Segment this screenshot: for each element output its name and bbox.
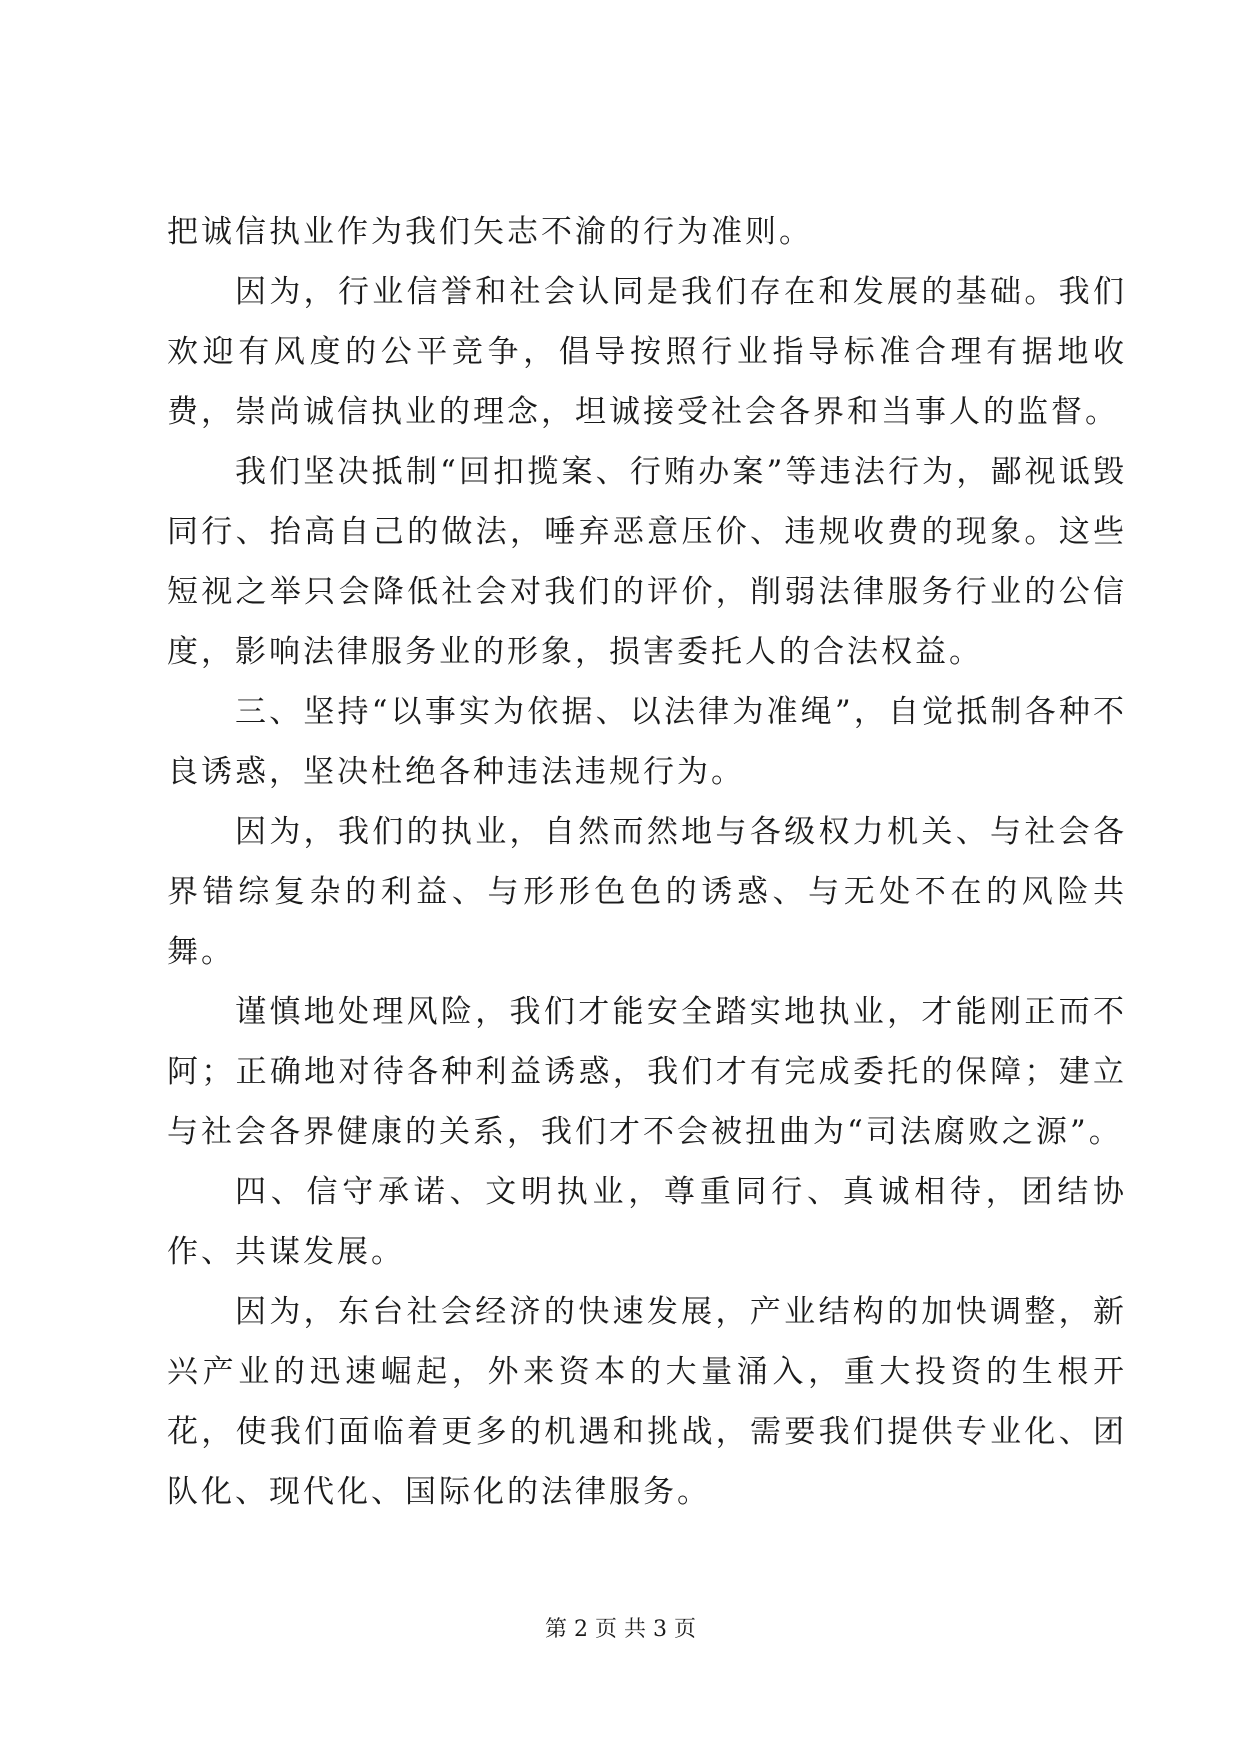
document-body: [167, 202, 1127, 1522]
section-heading-four: 四、信守承诺、文明执业，尊重同行、真诚相待，团结协作、共谋发展。: [167, 1174, 1127, 1270]
section-heading-three: 三、坚持“以事实为依据、以法律为准绳”，自觉抵制各种不良诱惑，坚决杜绝各种违法违规行为。: [167, 694, 1127, 790]
paragraph: 因为，我们的执业，自然而然地与各级权力机关、与社会各界错综复杂的利益、与形形色色的诱惑、与无处不在的风险共舞。: [167, 814, 1127, 970]
page-number-footer: 第 2 页 共 3 页: [545, 1617, 696, 1642]
paragraph: 把诚信执业作为我们矢志不渝的行为准则。: [167, 214, 813, 250]
paragraph: 因为，行业信誉和社会认同是我们存在和发展的基础。我们欢迎有风度的公平竞争，倡导按照行业指导标准合理有据地收费，崇尚诚信执业的理念，坦诚接受社会各界和当事人的监督。: [167, 274, 1127, 430]
paragraph: 因为，东台社会经济的快速发展，产业结构的加快调整，新兴产业的迅速崛起，外来资本的大量涌入，重大投资的生根开花，使我们面临着更多的机遇和挑战，需要我们提供专业化、团队化、现代化、国际化的法律服务。: [167, 1294, 1127, 1510]
paragraph: 我们坚决抵制“回扣揽案、行贿办案”等违法行为，鄙视诋毁同行、抬高自己的做法，唾弃恶意压价、违规收费的现象。这些短视之举只会降低社会对我们的评价，削弱法律服务行业的公信度，影响法律服务业的形象，损害委托人的合法权益。: [167, 454, 1127, 670]
paragraph: 谨慎地处理风险，我们才能安全踏实地执业，才能刚正而不阿；正确地对待各种利益诱惑，我们才有完成委托的保障；建立与社会各界健康的关系，我们才不会被扭曲为“司法腐败之源”。: [167, 994, 1127, 1150]
